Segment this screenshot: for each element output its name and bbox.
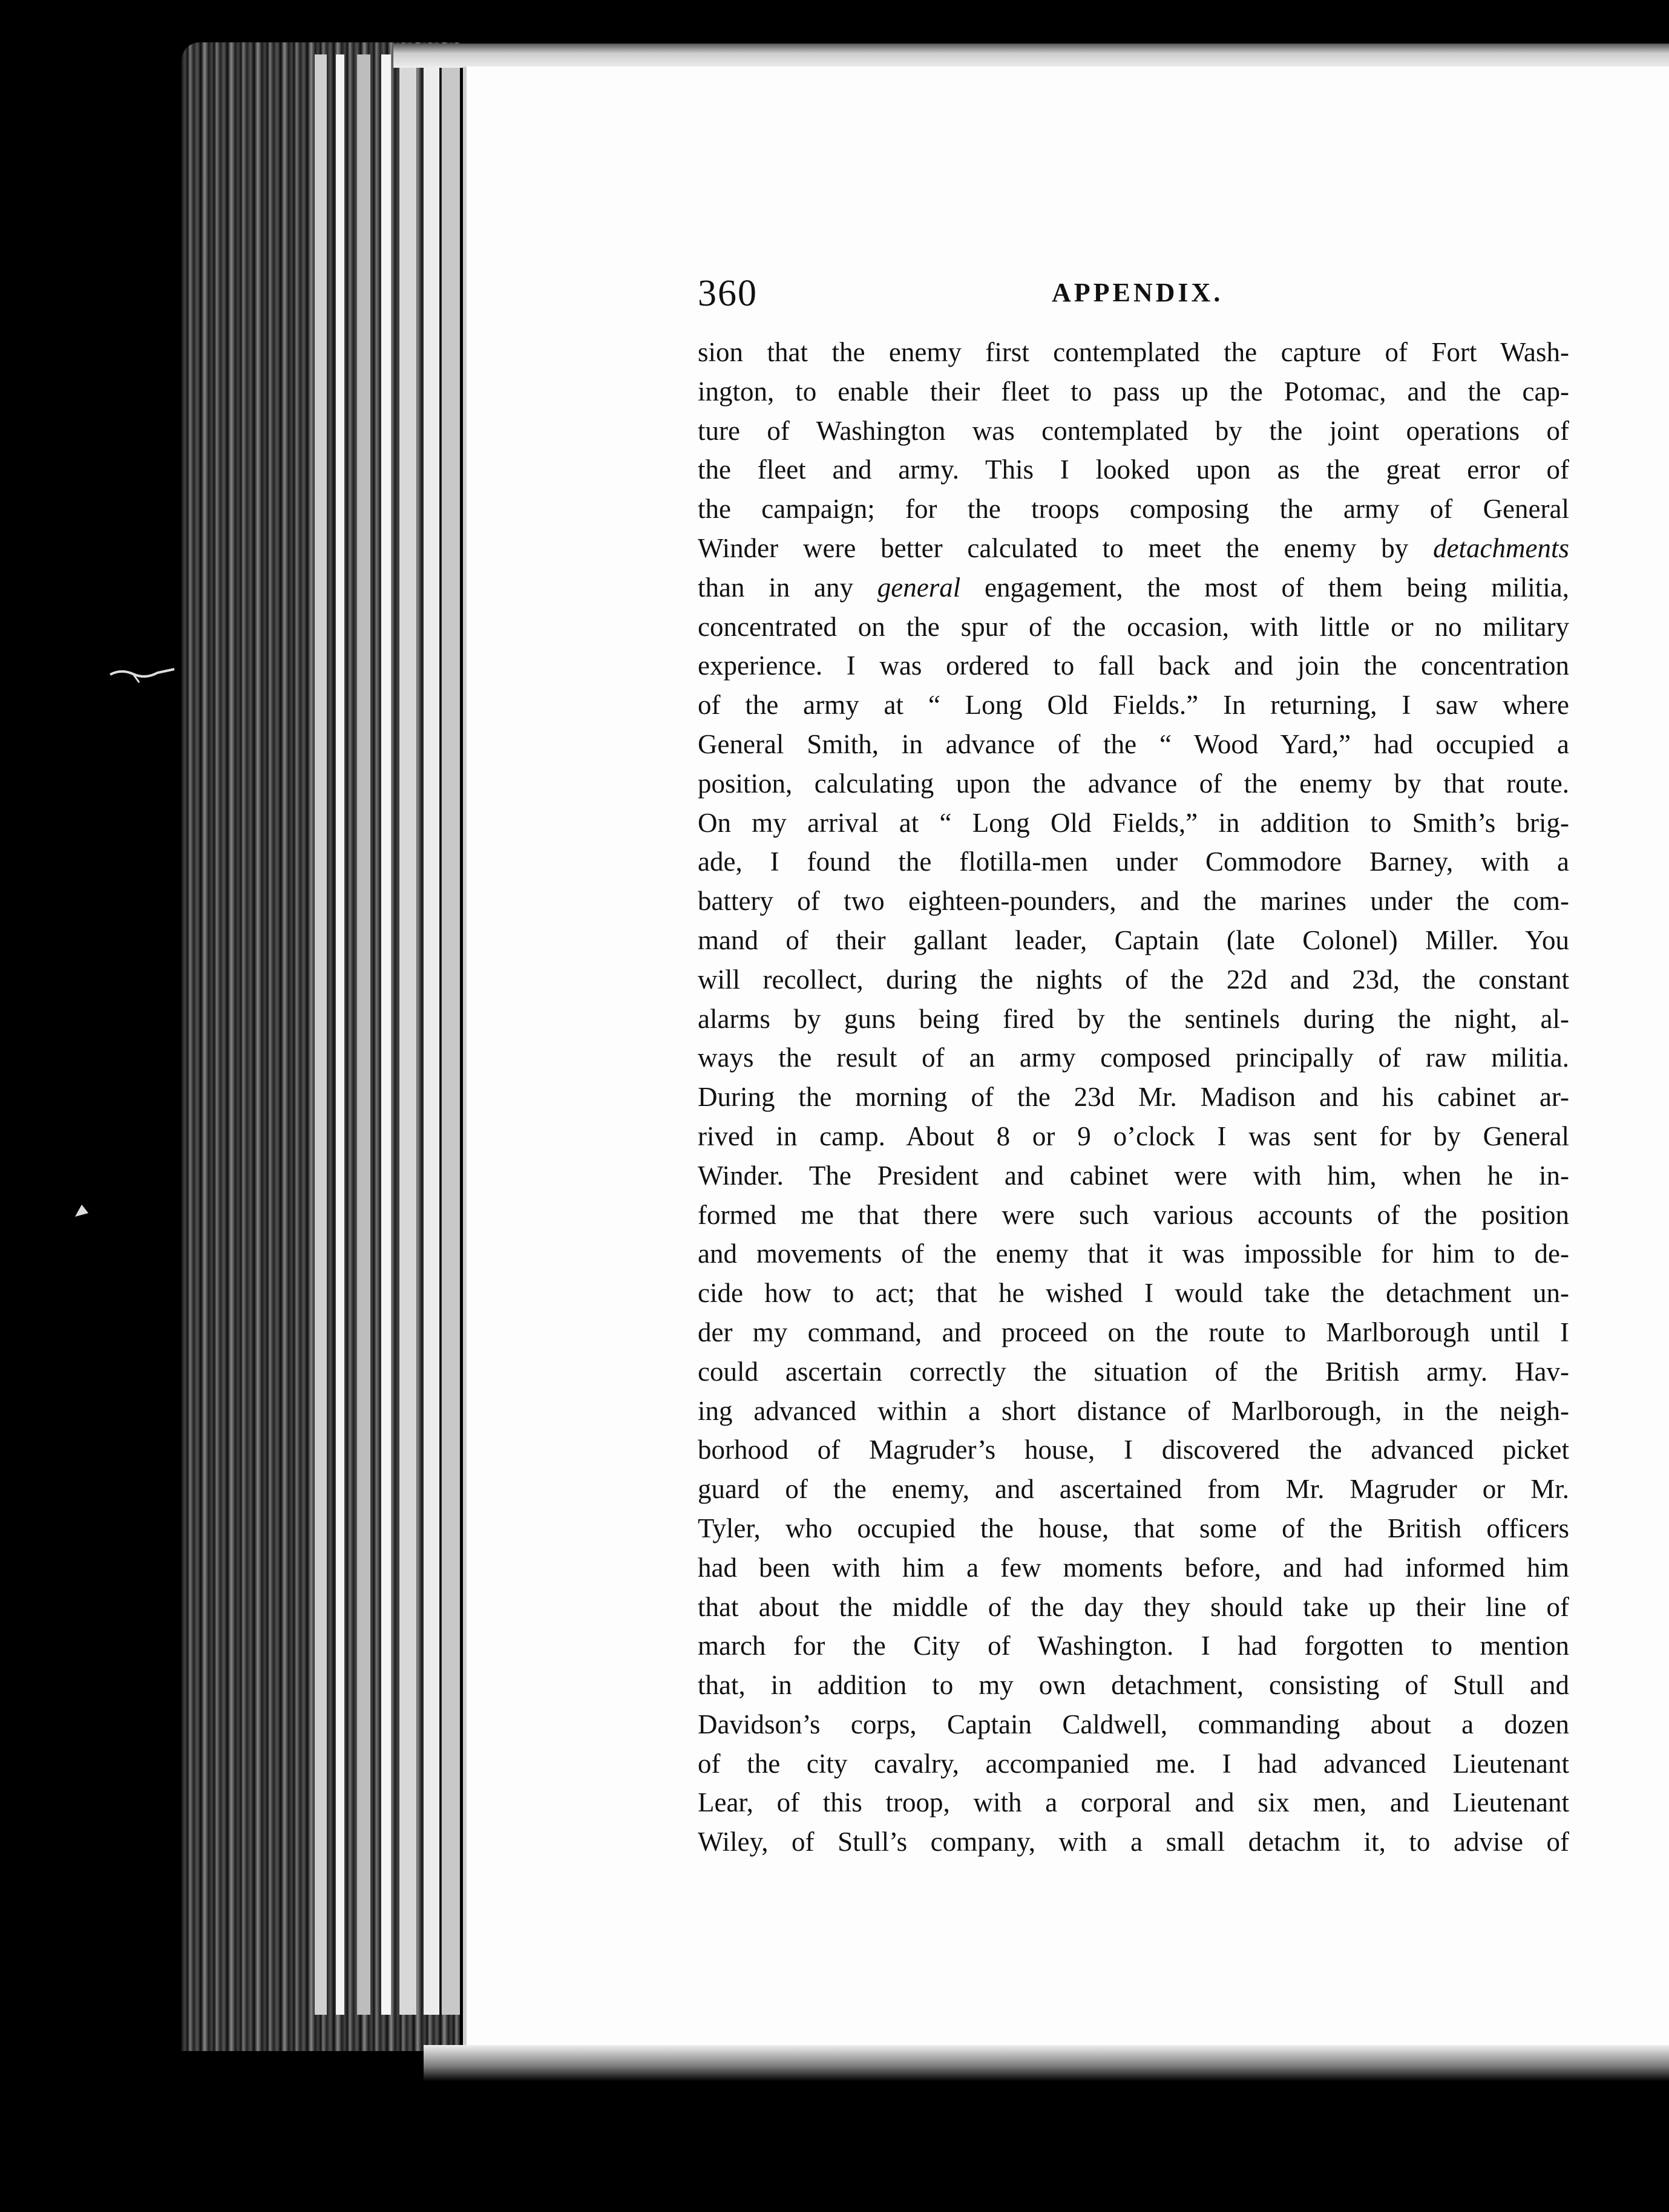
text-line: General Smith, in advance of the “ Wood Yard,” had occupied a bbox=[698, 728, 1569, 759]
italic-text-run: detachments bbox=[1433, 532, 1569, 563]
text-line: will recollect, during the nights of the 22d and 23d, the constant bbox=[698, 964, 1569, 995]
text-line: der my command, and proceed on the route to Marlborough until I bbox=[698, 1317, 1569, 1347]
text-line: of the city cavalry, accompanied me. I had advanced Lieutenant bbox=[698, 1748, 1569, 1779]
running-head: APPENDIX. bbox=[1052, 278, 1224, 307]
clip-mark-icon bbox=[109, 666, 175, 684]
text-run: Winder were better calculated to meet the enemy by bbox=[698, 532, 1434, 563]
page-number: 360 bbox=[698, 273, 758, 314]
text-line: concentrated on the spur of the occasion, with little or no military bbox=[698, 611, 1569, 642]
text-line: ture of Washington was contemplated by the joint operations of bbox=[698, 415, 1569, 446]
page-top-edge bbox=[393, 44, 1669, 68]
text-run: than in any bbox=[698, 572, 877, 603]
text-line: ade, I found the flotilla-men under Commodore Barney, with a bbox=[698, 846, 1569, 877]
text-line: Tyler, who occupied the house, that some of the British officers bbox=[698, 1513, 1569, 1543]
text-line: Wiley, of Stull’s company, with a small detachm it, to advise of bbox=[698, 1827, 1569, 1857]
text-line: of the army at “ Long Old Fields.” In returning, I saw where bbox=[698, 690, 1569, 721]
text-line: borhood of Magruder’s house, I discovered the advanced picket bbox=[698, 1435, 1569, 1465]
page-edge-strip bbox=[315, 54, 327, 2015]
text-run: engagement, the most of them being militia, bbox=[960, 572, 1569, 603]
text-line: battery of two eighteen-pounders, and the marines under the com- bbox=[698, 886, 1569, 917]
page-bottom-edge bbox=[424, 2045, 1669, 2081]
page-header bbox=[698, 272, 1224, 315]
text-line bbox=[698, 529, 1569, 568]
text-line: the campaign; for the troops composing the army of General bbox=[698, 494, 1569, 525]
speck-mark-icon bbox=[73, 1201, 91, 1219]
text-line: had been with him a few moments before, and had informed him bbox=[698, 1552, 1569, 1583]
text-line: Davidson’s corps, Captain Caldwell, commanding about a dozen bbox=[698, 1709, 1569, 1739]
page-edge-strip bbox=[381, 54, 391, 2015]
text-line: could ascertain correctly the situation of the British army. Hav- bbox=[698, 1356, 1569, 1387]
text-line: cide how to act; that he wished I would take the detachment un- bbox=[698, 1278, 1569, 1309]
text-line: formed me that there were such various accounts of the position bbox=[698, 1199, 1569, 1230]
page-edge-strip bbox=[442, 54, 460, 2015]
text-line: rived in camp. About 8 or 9 o’clock I was sent for by General bbox=[698, 1121, 1569, 1151]
page-edge-strip bbox=[336, 54, 344, 2015]
text-line: guard of the enemy, and ascertained from Mr. Magruder or Mr. bbox=[698, 1474, 1569, 1505]
text-line: experience. I was ordered to fall back and join the concentration bbox=[698, 650, 1569, 681]
text-line: mand of their gallant leader, Captain (late Colonel) Miller. You bbox=[698, 924, 1569, 955]
text-line: that, in addition to my own detachment, consisting of Stull and bbox=[698, 1670, 1569, 1701]
text-line: that about the middle of the day they should take up their line of bbox=[698, 1591, 1569, 1622]
text-line: the fleet and army. This I looked upon as the great error of bbox=[698, 454, 1569, 485]
text-line: alarms by guns being fired by the sentinels during the night, al- bbox=[698, 1003, 1569, 1034]
text-line: position, calculating upon the advance of the enemy by that route. bbox=[698, 768, 1569, 799]
text-line: march for the City of Washington. I had forgotten to mention bbox=[698, 1631, 1569, 1661]
italic-text-run: general bbox=[877, 572, 961, 603]
text-line: Lear, of this troop, with a corporal and six men, and Lieutenant bbox=[698, 1787, 1569, 1818]
text-line: ways the result of an army composed principally of raw militia. bbox=[698, 1042, 1569, 1073]
text-line bbox=[698, 568, 1569, 607]
text-line: ing advanced within a short distance of Marlborough, in the neigh- bbox=[698, 1395, 1569, 1426]
text-line: Winder. The President and cabinet were with him, when he in- bbox=[698, 1160, 1569, 1191]
text-line: ington, to enable their fleet to pass up the Potomac, and the cap- bbox=[698, 376, 1569, 407]
text-line: and movements of the enemy that it was impossible for him to de- bbox=[698, 1239, 1569, 1269]
body-text bbox=[698, 333, 1569, 1862]
page-edge-strip bbox=[357, 54, 370, 2015]
text-line: During the morning of the 23d Mr. Madison and his cabinet ar- bbox=[698, 1082, 1569, 1113]
text-line: On my arrival at “ Long Old Fields,” in addition to Smith’s brig- bbox=[698, 807, 1569, 838]
page-edge-strip bbox=[399, 54, 416, 2015]
text-line: sion that the enemy first contemplated the capture of Fort Wash- bbox=[698, 337, 1569, 367]
page-edge-strip bbox=[424, 54, 439, 2015]
